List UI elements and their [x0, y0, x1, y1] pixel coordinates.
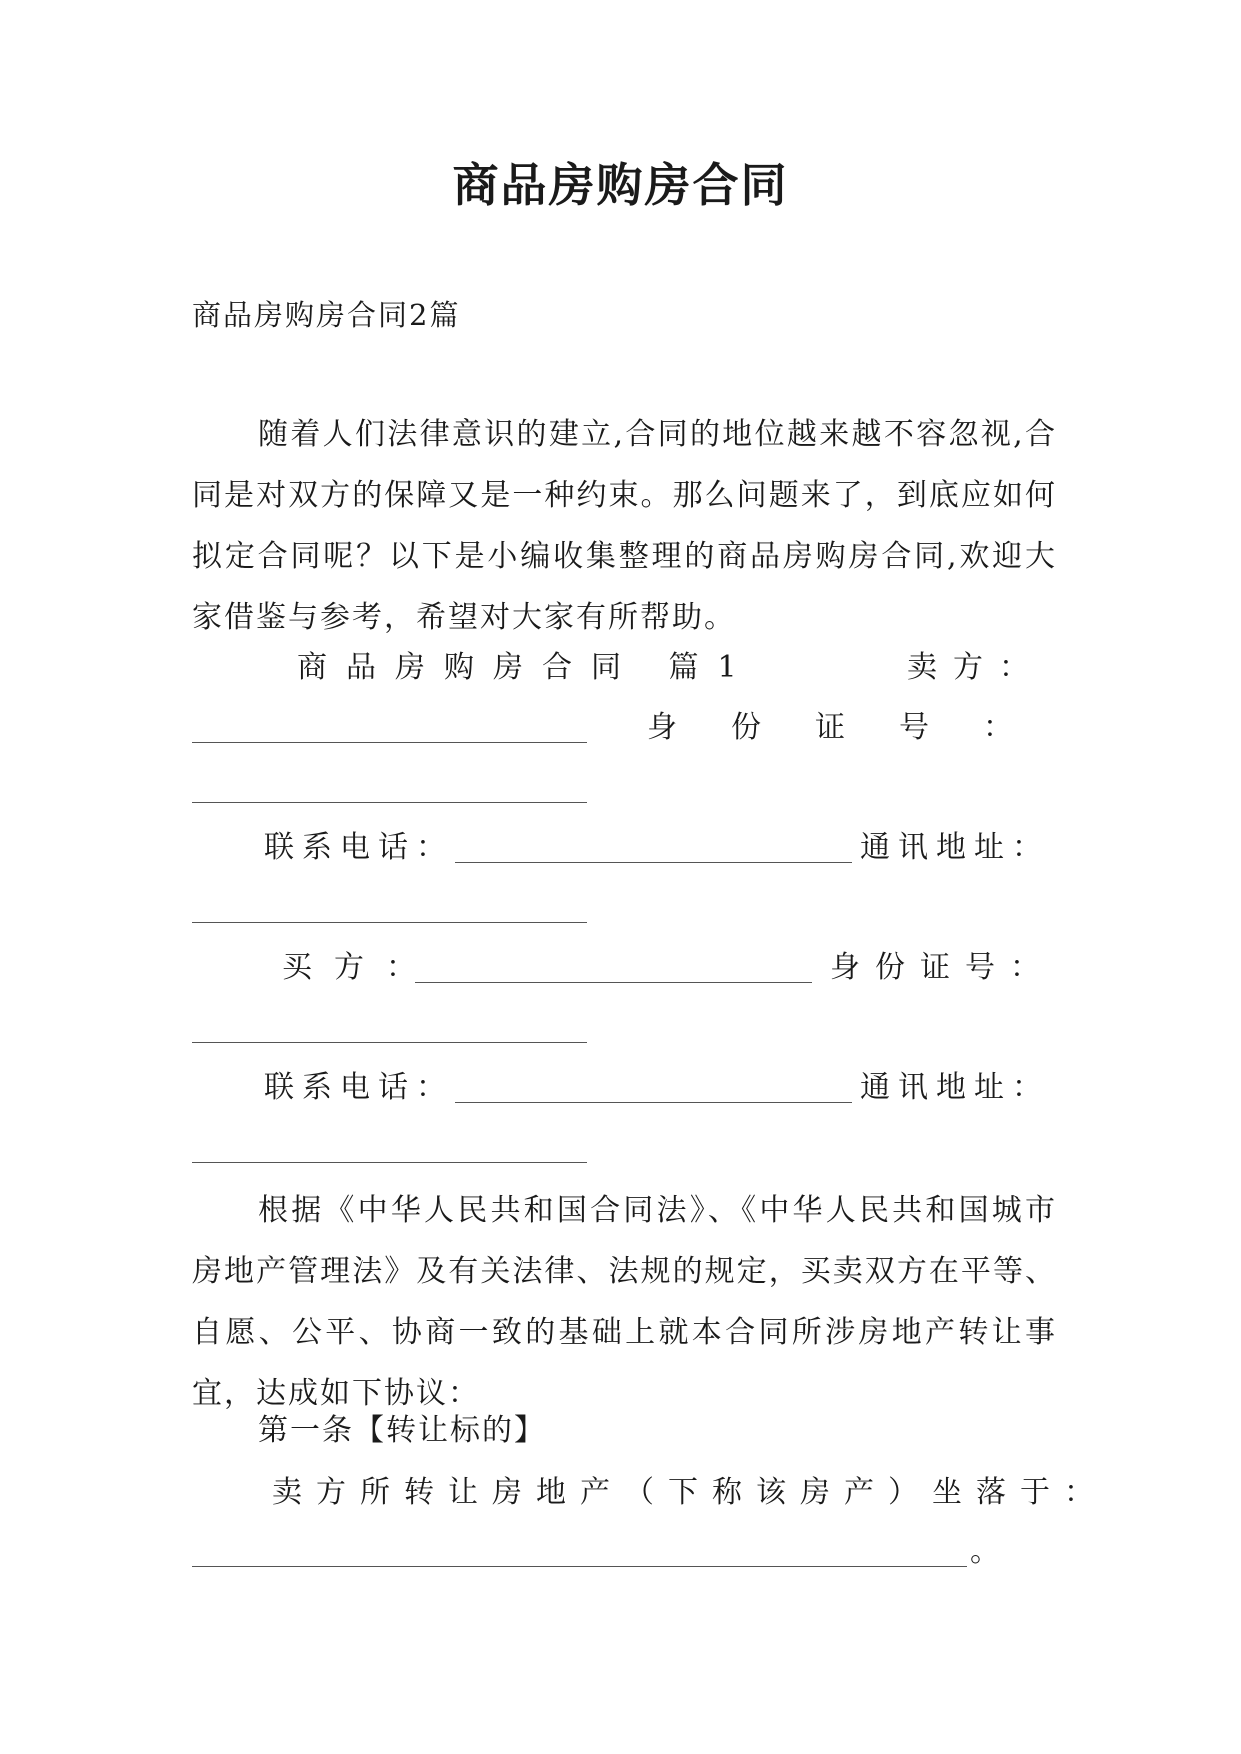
buyer-address-blank[interactable]	[192, 1132, 587, 1163]
seller-name-blank[interactable]	[192, 712, 587, 743]
property-location-row	[192, 1530, 1057, 1574]
buyer-label: 买方：	[282, 950, 438, 985]
buyer-address-label: 通讯地址：	[860, 1070, 1050, 1105]
article1-text: 卖方所转让房地产（下称该房产）坐落于：	[272, 1475, 1108, 1510]
buyer-row	[192, 946, 1057, 990]
article1-heading-row	[192, 1409, 1057, 1453]
buyer-id-label: 身份证号：	[830, 950, 1055, 985]
seller-id-row	[192, 766, 1057, 810]
buyer-phone-label: 联系电话：	[264, 1070, 454, 1105]
seller-label: 卖方：	[907, 650, 1045, 685]
end-mark: 。	[970, 1534, 1000, 1569]
seller-address-label: 通讯地址：	[860, 830, 1050, 865]
buyer-phone-blank[interactable]	[455, 1072, 852, 1103]
seller-address-blank[interactable]	[192, 892, 587, 923]
seller-address-row	[192, 886, 1057, 930]
document-subtitle: 商品房购房合同2篇	[192, 298, 461, 332]
basis-paragraph: 根据《中华人民共和国合同法》、《中华人民共和国城市房地产管理法》及有关法律、法规的规定，买卖双方在平等、自愿、公平、协商一致的基础上就本合同所涉房地产转让事宜，达成如下协议：	[192, 1193, 1057, 1411]
seller-name-row	[192, 706, 1067, 750]
section-heading-row	[192, 646, 1057, 690]
property-location-blank[interactable]	[192, 1536, 967, 1567]
section-heading: 商品房购房合同 篇1	[297, 650, 756, 685]
article1-heading: 第一条【转让标的】	[258, 1413, 546, 1448]
intro-paragraph: 随着人们法律意识的建立,合同的地位越来越不容忽视,合同是对双方的保障又是一种约束。那么问题来了，到底应如何拟定合同呢？以下是小编收集整理的商品房购房合同,欢迎大家借鉴与参考，希望对大家有所帮助。	[192, 417, 1057, 635]
buyer-id-row	[192, 1006, 1057, 1050]
seller-phone-blank[interactable]	[455, 832, 852, 863]
seller-id-label: 身份证号：	[647, 710, 1067, 745]
buyer-address-row	[192, 1126, 1057, 1170]
document-title: 商品房购房合同	[452, 158, 789, 212]
buyer-phone-row	[192, 1066, 1057, 1110]
buyer-id-blank[interactable]	[192, 1012, 587, 1043]
buyer-name-blank[interactable]	[415, 952, 812, 983]
seller-id-blank[interactable]	[192, 772, 587, 803]
seller-phone-row	[192, 826, 1057, 870]
seller-phone-label: 联系电话：	[264, 830, 454, 865]
article1-text-row	[192, 1471, 1108, 1515]
